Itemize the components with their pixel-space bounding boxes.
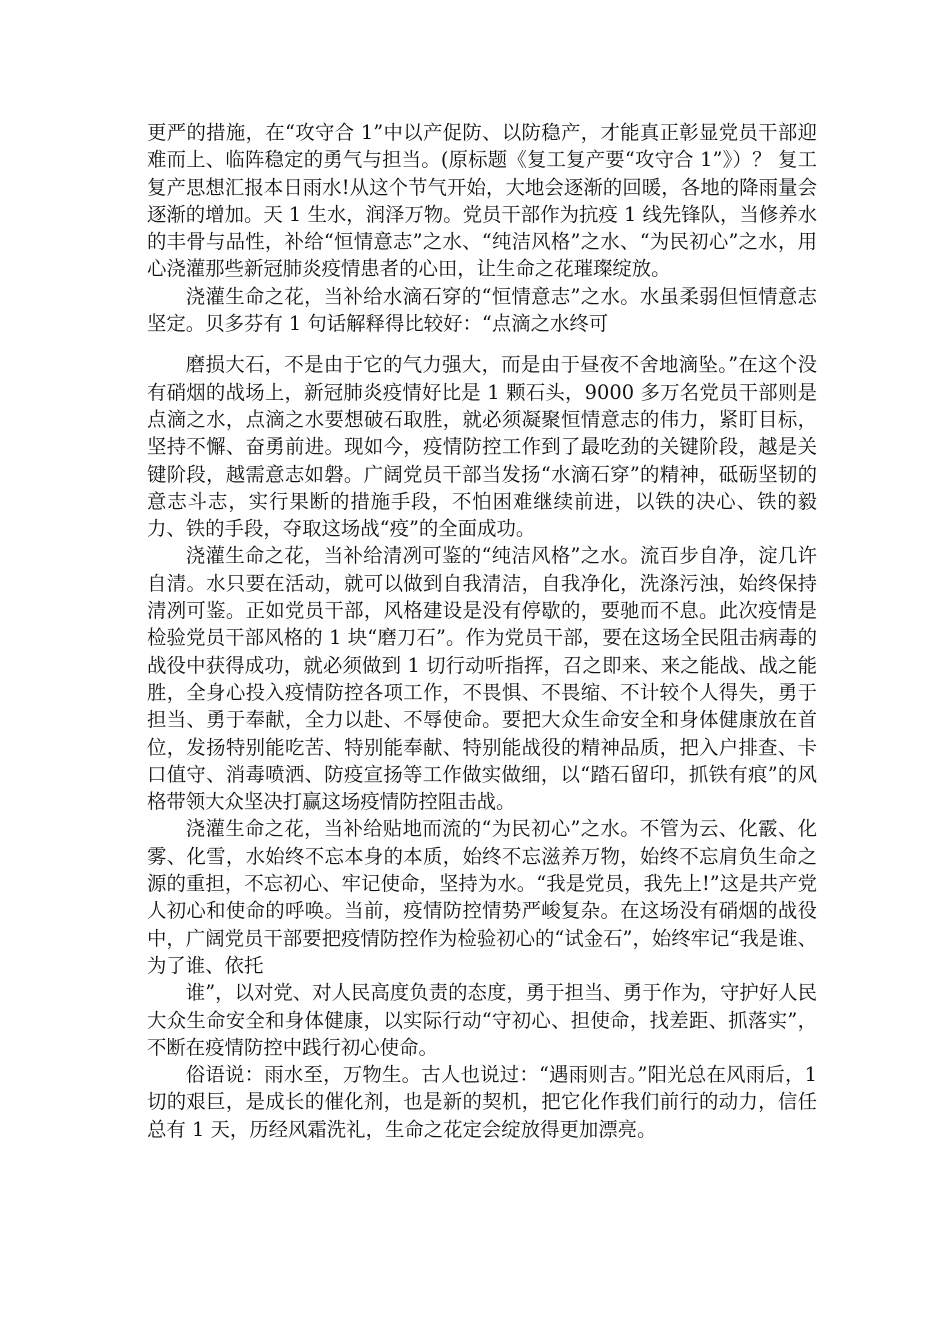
document-page — [147, 119, 817, 1143]
paragraph-intro: 更严的措施，在“攻守合 1”中以产促防、以防稳产，才能真正彰显党员干部迎难而上、临阵稳定的勇气与担当。(原标题《复工复产要“攻守合 1”》）？ 复工复产思想汇报本日雨水!从这个节气开始，大地会逐渐的回暖，各地的降雨量会逐渐的增加。天 1 生水，润泽万物。党员干部作为抗疫 1 线先锋队，当修养水的丰骨与品性，补给“恒情意志”之水、“纯洁风格”之水、“为民初心”之水，用心浇灌那些新冠肺炎疫情患者的心田，让生命之花璀璨绽放。 — [147, 121, 817, 281]
paragraph-original-aspiration: 浇灌生命之花，当补给贴地而流的“为民初心”之水。不管为云、化霰、化雾、化雪，水始终不忘本身的本质，始终不忘滋养万物，始终不忘肩负生命之源的重担，不忘初心、牢记使命，坚持为水。“我是党员，我先上!”这是共产党人初心和使命的呼唤。当前，疫情防控情势严峻复杂。在这场没有硝烟的战役中，广阔党员干部要把疫情防控作为检验初心的“试金石”，始终牢记“我是谁、为了谁、依托 — [147, 817, 817, 977]
paragraph-original-aspiration-continued: 谁”，以对党、对人民高度负责的态度，勇于担当、勇于作为，守护好人民大众生命安全和身体健康，以实际行动“守初心、担使命，找差距、抓落实”，不断在疫情防控中践行初心使命。 — [147, 981, 817, 1059]
paragraph-perseverance-continued: 磨损大石，不是由于它的气力强大，而是由于昼夜不舍地滴坠。”在这个没有硝烟的战场上，新冠肺炎疫情好比是 1 颗石头，9000 多万名党员干部则是点滴之水，点滴之水要想破石取胜，就必须凝聚恒情意志的伟力，紧盯目标，坚持不懈、奋勇前进。现如今，疫情防控工作到了最吃劲的关键阶段，越是关键阶段，越需意志如磐。广阔党员干部当发扬“水滴石穿”的精神，砥砺坚韧的意志斗志，实行果断的措施手段，不怕困难继续前进，以铁的决心、铁的毅力、铁的手段，夺取这场战“疫”的全面成功。 — [147, 353, 817, 541]
paragraph-perseverance: 浇灌生命之花，当补给水滴石穿的“恒情意志”之水。水虽柔弱但恒情意志坚定。贝多芬有 1 句话解释得比较好：“点滴之水终可 — [147, 284, 817, 336]
paragraph-conclusion: 俗语说：雨水至，万物生。古人也说过：“遇雨则吉。”阳光总在风雨后，1 切的艰巨，是成长的催化剂，也是新的契机，把它化作我们前行的动力，信任总有 1 天，历经风霜洗礼，生命之花定会绽放得更加漂亮。 — [147, 1063, 817, 1141]
paragraph-integrity: 浇灌生命之花，当补给清冽可鉴的“纯洁风格”之水。流百步自净，淀几许自清。水只要在活动，就可以做到自我清洁，自我净化，洗涤污浊，始终保持清冽可鉴。正如党员干部，风格建设是没有停歇的，要驰而不息。此次疫情是检验党员干部风格的 1 块“磨刀石”。作为党员干部，要在这场全民阻击病毒的战役中获得成功，就必须做到 1 切行动听指挥，召之即来、来之能战、战之能胜，全身心投入疫情防控各项工作，不畏惧、不畏缩、不计较个人得失，勇于担当、勇于奉献，全力以赴、不辱使命。要把大众生命安全和身体健康放在首位，发扬特别能吃苦、特别能奉献、特别能战役的精神品质，把入户排查、卡口值守、消毒喷洒、防疫宣扬等工作做实做细，以“踏石留印，抓铁有痕”的风格带领大众坚决打赢这场疫情防控阻击战。 — [147, 544, 817, 814]
